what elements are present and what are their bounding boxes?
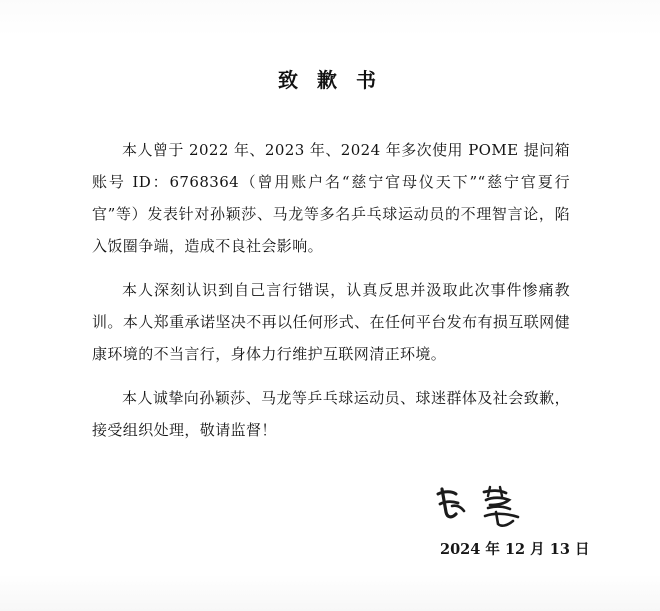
letter-body [92,134,570,458]
paragraph-3: 本人诚挚向孙颖莎、马龙等乒乓球运动员、球迷群体及社会致歉，接受组织处理，敬请监督！ [92,389,570,439]
paragraph-2: 本人深刻认识到自己言行错误，认真反思并汲取此次事件惨痛教训。本人郑重承诺坚决不再以任何形式、在任何平台发布有损互联网健康环境的不当言行，身体力行维护互联网清正环境。 [92,281,570,363]
handwritten-signature [430,484,540,530]
letter-title: 致 歉 书 [278,68,382,92]
paragraph-1: 本人曾于 2022 年、2023 年、2024 年多次使用 POME 提问箱账号 ID：6768364（曾用账户名“慈宁官母仪天下”“慈宁官夏行官”等）发表针对孙颖莎、马龙等多名乒乓球运动员的不理智言论，陷入饭圈争端，造成不良社会影响。 [92,141,570,255]
date: 2024 年 12 月 13 日 [440,541,590,558]
